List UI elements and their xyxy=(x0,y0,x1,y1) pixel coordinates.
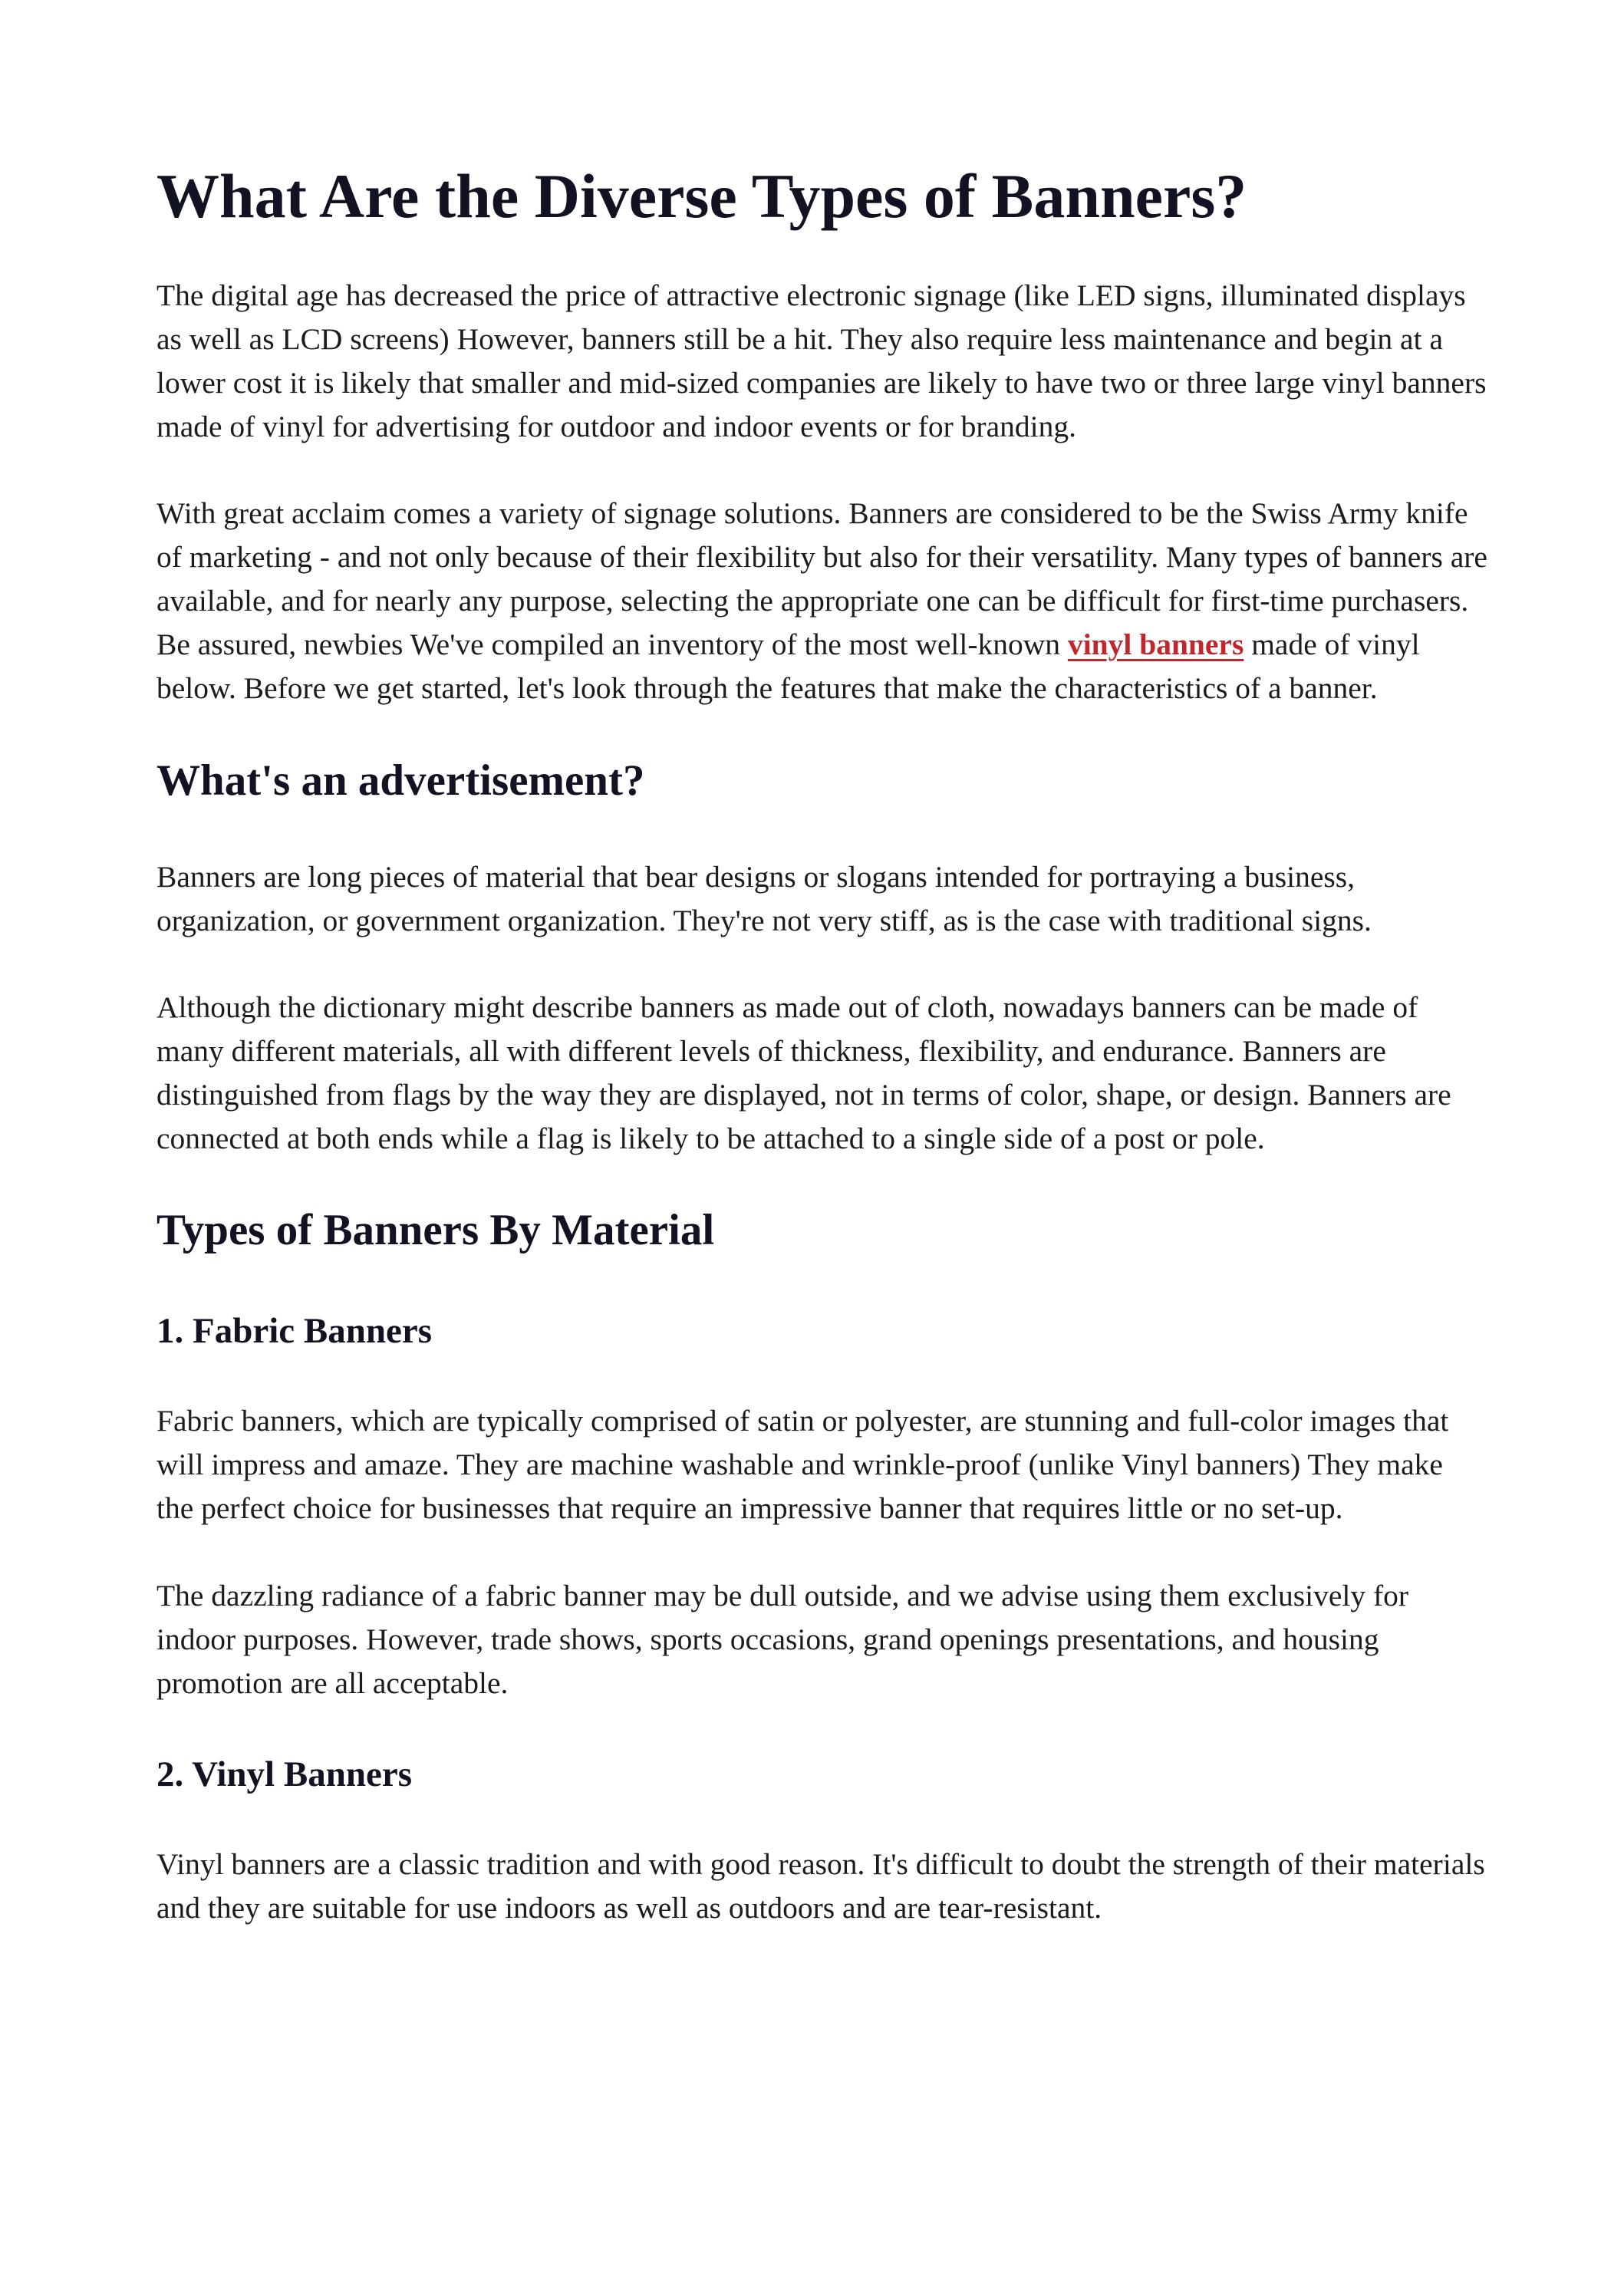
subheading-vinyl-banners: 2. Vinyl Banners xyxy=(156,1754,412,1794)
fabric-paragraph-1: Fabric banners, which are typically comprised of satin or polyester, are stunning and full-color images that will impress and amaze. They are machine washable and wrinkle-proof (unlike Vinyl banners) They make the perfect choice for businesses that require an impressive banner that requires little or no set-up. xyxy=(156,1404,1449,1525)
paragraph-text: made of vinyl below. Before we get started, let's look through the features that make the characteristics of a banner. xyxy=(156,628,1420,705)
signage-paragraph xyxy=(156,492,1487,710)
section-heading-advertisement: What's an advertisement? xyxy=(156,756,645,805)
page-title: What Are the Diverse Types of Banners? xyxy=(156,161,1247,231)
section-heading-material: Types of Banners By Material xyxy=(156,1206,715,1254)
vinyl-paragraph: Vinyl banners are a classic tradition and with good reason. It's difficult to doubt the strength of their materials and they are suitable for use indoors as well as outdoors and are tear-resistant. xyxy=(156,1847,1485,1925)
subheading-fabric-banners: 1. Fabric Banners xyxy=(156,1311,433,1351)
paragraph-text: With great acclaim comes a variety of signage solutions. Banners are considered to be the Swiss Army knife of marketing - and not only because of their flexibility but also for their versatility. Many types of banners are available, and for nearly any purpose, selecting the appropriate one can be difficult for first-time purchasers. Be assured, newbies We've compiled an inventory of the most well-known xyxy=(156,496,1487,661)
intro-paragraph: The digital age has decreased the price of attractive electronic signage (like LED signs, illuminated displays as well as LCD screens) However, banners still be a hit. They also require less maintenance and begin at a lower cost it is likely that smaller and mid-sized companies are likely to have two or three large vinyl banners made of vinyl for advertising for outdoor and indoor events or for branding. xyxy=(156,278,1487,443)
materials-paragraph: Although the dictionary might describe banners as made out of cloth, nowadays banners can be made of many different materials, all with different levels of thickness, flexibility, and endurance. Banners are distinguished from flags by the way they are displayed, not in terms of color, shape, or design. Banners are connected at both ends while a flag is likely to be attached to a single side of a post or pole. xyxy=(156,990,1451,1155)
vinyl-banners-link[interactable]: vinyl banners xyxy=(1067,628,1244,661)
article xyxy=(156,159,1487,1930)
fabric-paragraph-2: The dazzling radiance of a fabric banner may be dull outside, and we advise using them exclusively for indoor purposes. However, trade shows, sports occasions, grand openings presentations, and housing promotion are all acceptable. xyxy=(156,1579,1409,1700)
definition-paragraph: Banners are long pieces of material that bear designs or slogans intended for portraying a business, organization, or government organization. They're not very stiff, as is the case with traditional signs. xyxy=(156,860,1372,937)
